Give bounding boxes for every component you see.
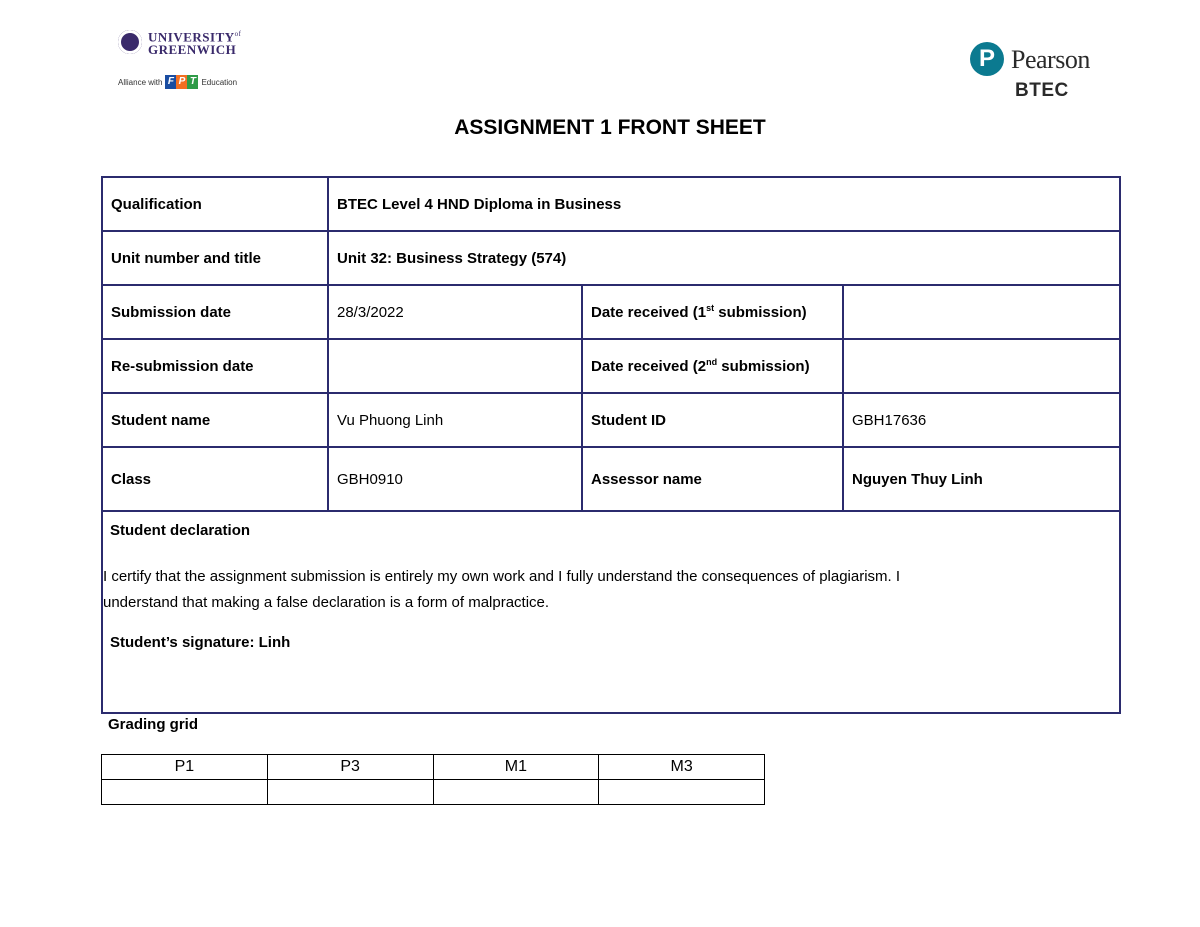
assessor-value: Nguyen Thuy Linh: [843, 447, 1120, 511]
greenwich-line2: GREENWICH: [148, 42, 237, 58]
fpt-letter-t: T: [187, 75, 198, 89]
grade-header-p1: P1: [102, 755, 268, 780]
declaration-text: [103, 564, 1103, 616]
btec-wordmark: BTEC: [1015, 80, 1069, 101]
greenwich-wordmark: [148, 28, 241, 56]
qualification-value: BTEC Level 4 HND Diploma in Business: [328, 177, 1120, 231]
student-name-label: Student name: [102, 393, 328, 447]
submission-date-value: 28/3/2022: [328, 285, 582, 339]
date-received-1-sup: st: [706, 303, 715, 313]
row-qualification: [102, 177, 1120, 231]
page-title: ASSIGNMENT 1 FRONT SHEET: [454, 116, 766, 139]
grade-value-p1: [102, 780, 268, 805]
date-received-2-suffix: submission): [717, 358, 810, 375]
university-of-greenwich-logo: [118, 28, 258, 90]
fpt-letter-f: F: [165, 75, 176, 89]
date-received-1-prefix: Date received (1: [591, 304, 707, 321]
pearson-btec-logo: [970, 42, 1120, 102]
row-submission-date: [102, 285, 1120, 339]
date-received-2-value: [843, 339, 1120, 393]
student-id-label: Student ID: [582, 393, 843, 447]
grade-header-m3: M3: [599, 755, 765, 780]
date-received-1-value: [843, 285, 1120, 339]
grading-grid-label: Grading grid: [108, 716, 198, 733]
greenwich-line1: UNIVERSITY: [148, 29, 235, 45]
date-received-1-suffix: submission): [714, 304, 807, 321]
row-student-name: [102, 393, 1120, 447]
fpt-logo: [165, 75, 198, 89]
student-name-value: Vu Phuong Linh: [328, 393, 582, 447]
grade-header-p3: P3: [267, 755, 433, 780]
row-unit: [102, 231, 1120, 285]
student-signature: Student’s signature: Linh: [110, 634, 291, 651]
grade-header-m1: M1: [433, 755, 599, 780]
submission-date-label: Submission date: [102, 285, 328, 339]
qualification-label: Qualification: [102, 177, 328, 231]
fpt-letter-p: P: [176, 75, 187, 89]
date-received-2-label: [582, 339, 843, 393]
row-class: [102, 447, 1120, 511]
education-text: Education: [201, 77, 238, 87]
grade-value-m3: [599, 780, 765, 805]
grading-grid-table: [101, 754, 765, 805]
pearson-mark-icon: P: [970, 42, 1004, 76]
unit-value: Unit 32: Business Strategy (574): [328, 231, 1120, 285]
assessor-label: Assessor name: [582, 447, 843, 511]
date-received-1-label: [582, 285, 843, 339]
row-declaration: [102, 511, 1120, 713]
grade-value-p3: [267, 780, 433, 805]
date-received-2-sup: nd: [706, 357, 718, 367]
resubmission-date-value: [328, 339, 582, 393]
declaration-line-2: understand that making a false declaration is a form of malpractice.: [103, 594, 550, 611]
declaration-cell: [102, 511, 1120, 713]
declaration-line-1: I certify that the assignment submission is entirely my own work and I fully understand the consequences of plagiarism. I: [103, 568, 901, 585]
unit-label: Unit number and title: [102, 231, 328, 285]
fpt-alliance-row: [118, 74, 237, 90]
greenwich-crest-icon: [118, 30, 142, 54]
row-resubmission-date: [102, 339, 1120, 393]
front-sheet-table: [101, 176, 1121, 714]
date-received-2-prefix: Date received (2: [591, 358, 707, 375]
grade-value-m1: [433, 780, 599, 805]
grading-header-row: [102, 755, 765, 780]
grading-value-row: [102, 780, 765, 805]
greenwich-of: of: [234, 30, 242, 38]
declaration-heading: Student declaration: [110, 522, 251, 539]
class-label: Class: [102, 447, 328, 511]
resubmission-date-label: Re-submission date: [102, 339, 328, 393]
class-value: GBH0910: [328, 447, 582, 511]
pearson-wordmark: Pearson: [1011, 45, 1090, 74]
student-id-value: GBH17636: [843, 393, 1120, 447]
alliance-text: Alliance with: [118, 77, 163, 87]
